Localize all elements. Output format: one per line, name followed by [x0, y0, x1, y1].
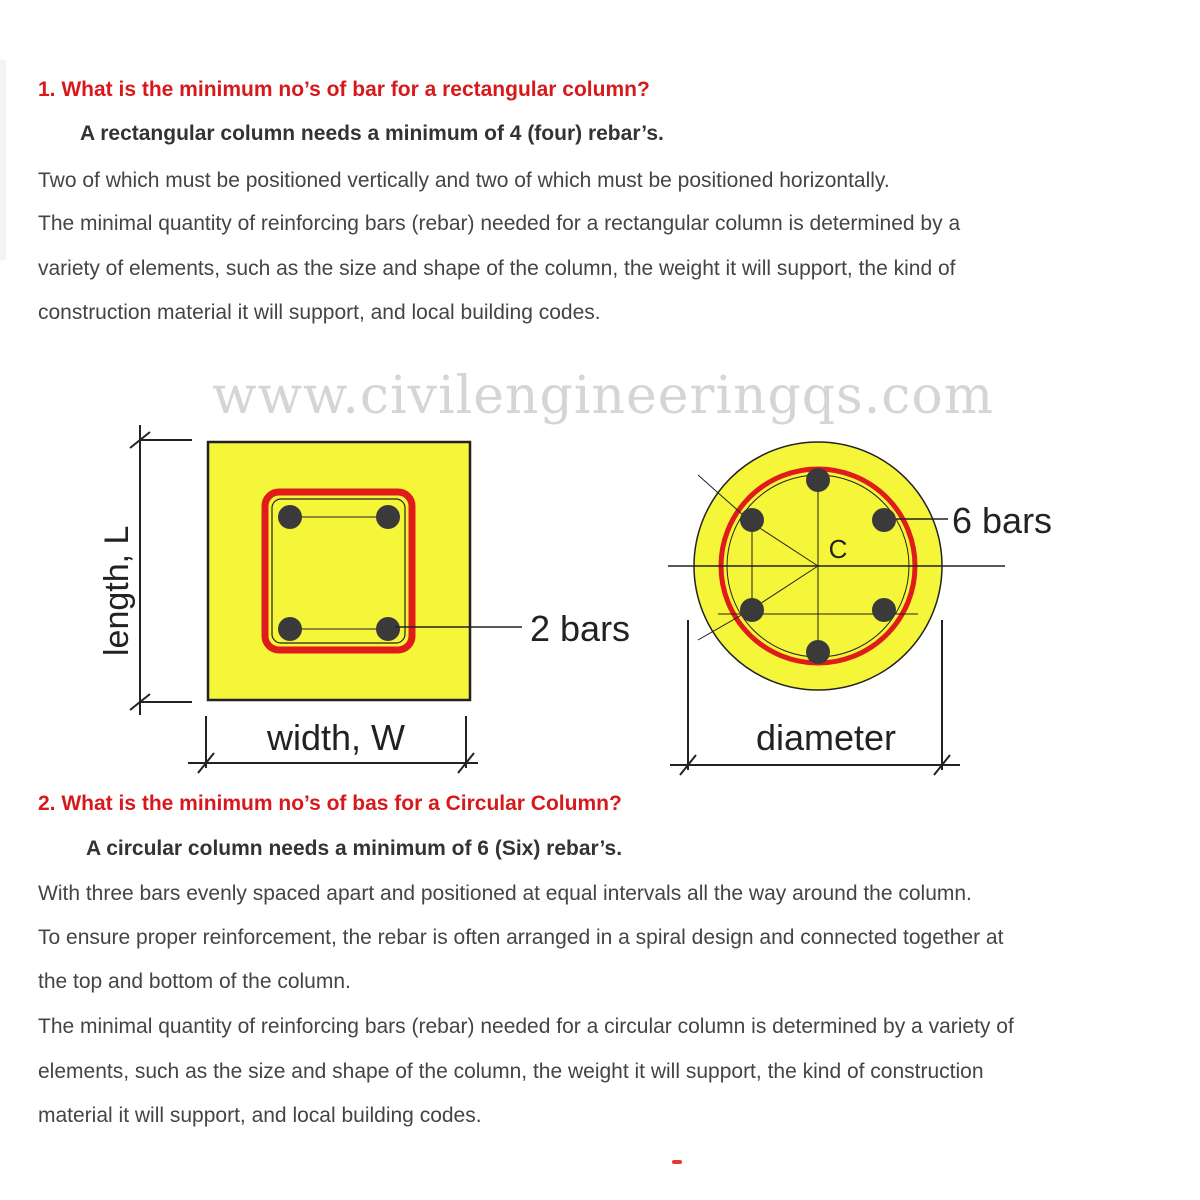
rebar-bar [806, 640, 830, 664]
rebar-bar [806, 468, 830, 492]
question-1-heading: 1. What is the minimum no’s of bar for a rectangular column? [38, 78, 650, 101]
rebar-bar [872, 508, 896, 532]
rectangular-column-figure [98, 425, 630, 773]
site-watermark: www.civilengineeringqs.com [212, 366, 995, 426]
column-reinforcement-diagram [0, 400, 1200, 790]
answer-2: A circular column needs a minimum of 6 (Six) rebar’s. [86, 837, 623, 860]
length-label: length, L [98, 525, 136, 656]
rebar-bar [872, 598, 896, 622]
rebar-bar [740, 598, 764, 622]
rebar-bar [740, 508, 764, 532]
rebar-bar [278, 505, 302, 529]
section1-paragraph-2: The minimal quantity of reinforcing bars (rebar) needed for a rectangular column is determined by a [38, 212, 961, 235]
section2-paragraph-2: To ensure proper reinforcement, the rebar is often arranged in a spiral design and connected together at [38, 926, 1004, 949]
answer-1: A rectangular column needs a minimum of 4 (four) rebar’s. [80, 122, 664, 145]
width-label: width, W [266, 717, 406, 758]
center-c-label: C [828, 534, 848, 564]
diameter-label: diameter [755, 717, 897, 758]
two-bars-label: 2 bars [530, 608, 631, 649]
rebar-bar [278, 617, 302, 641]
section2-paragraph-4: The minimal quantity of reinforcing bars (rebar) needed for a circular column is determined by a variety of [38, 1015, 1014, 1038]
six-bars-label: 6 bars [952, 500, 1053, 541]
red-mark [672, 1160, 682, 1164]
circular-column-figure [668, 442, 1052, 775]
section2-paragraph-3: the top and bottom of the column. [38, 970, 351, 993]
section2-paragraph-5: elements, such as the size and shape of the column, the weight it will support, the kind of construction [38, 1060, 984, 1083]
rebar-bar [376, 505, 400, 529]
section2-paragraph-6: material it will support, and local building codes. [38, 1104, 482, 1127]
question-2-heading: 2. What is the minimum no’s of bas for a Circular Column? [38, 792, 622, 815]
section1-paragraph-3: variety of elements, such as the size and shape of the column, the weight it will support, the kind of [38, 257, 956, 280]
section1-paragraph-1: Two of which must be positioned vertically and two of which must be positioned horizontally. [38, 169, 890, 192]
rebar-bar [376, 617, 400, 641]
section1-paragraph-4: construction material it will support, and local building codes. [38, 301, 601, 324]
left-edge-shadow [0, 60, 6, 260]
section2-paragraph-1: With three bars evenly spaced apart and positioned at equal intervals all the way around the column. [38, 882, 972, 905]
